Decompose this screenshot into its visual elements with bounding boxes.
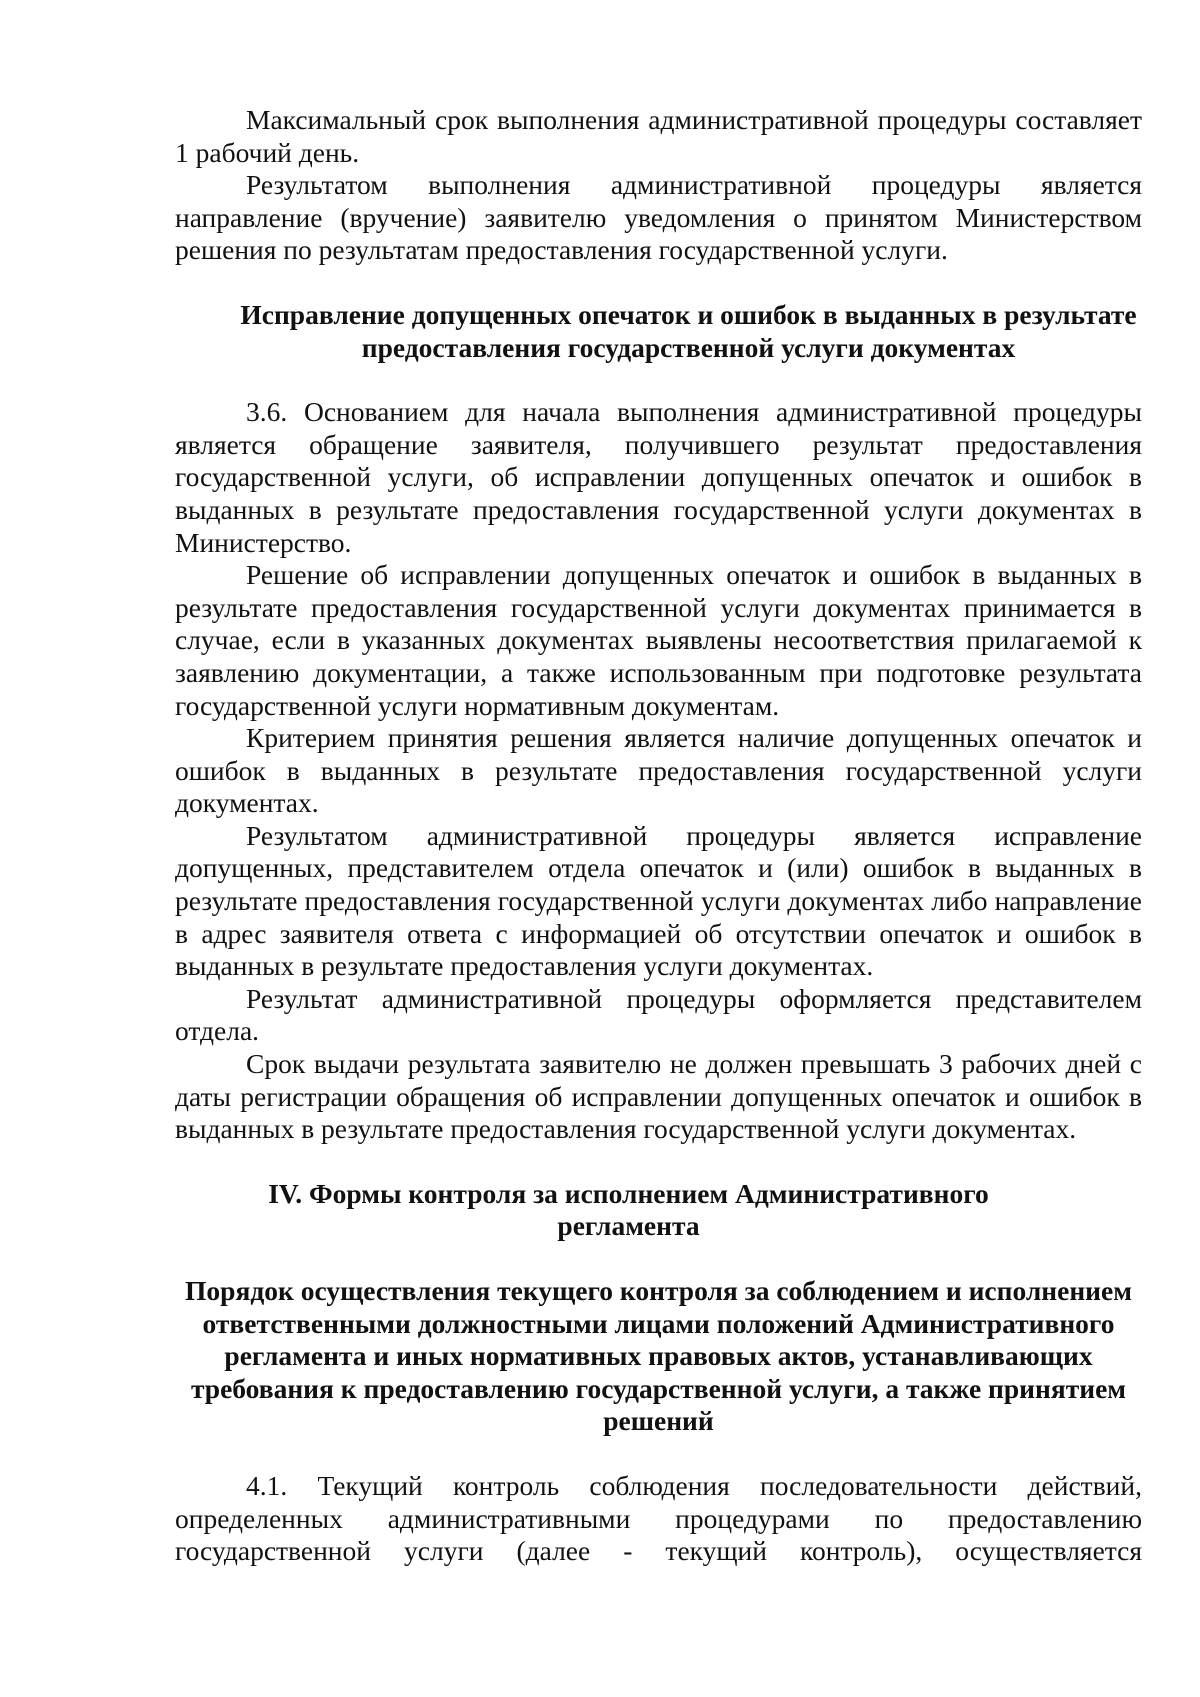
paragraph-issue-term: Срок выдачи результата заявителю не должен превышать 3 рабочих дней с даты регистрации обращения об исправлении допущенных опечаток и ошибок в выданных в результате предоставления государственной услуги документах.: [175, 1048, 1142, 1145]
paragraph-max-term: Максимальный срок выполнения административной процедуры составляет 1 рабочий день.: [175, 104, 1142, 168]
paragraph-4-1: 4.1. Текущий контроль соблюдения последовательности действий, определенных административными процедурами по предоставлению государственной услуги (далее - текущий контроль), осуществляется: [175, 1469, 1142, 1567]
paragraph-3-6-basis: 3.6. Основанием для начала выполнения административной процедуры является обращение заявителя, получившего результат предоставления государственной услуги, об исправлении допущенных опечаток и ошибок в выданных в результате предоставления государственной услуги документах в Министерство.: [175, 396, 1142, 558]
paragraph-correction-decision: Решение об исправлении допущенных опечаток и ошибок в выданных в результате предоставления государственной услуги документах принимается в случае, если в указанных документах выявлены несоответствия прилагаемой к заявлению документации, а также использованным при подготовке результата государственной услуги нормативным документам.: [175, 559, 1142, 721]
paragraph-decision-criterion: Критерием принятия решения является наличие допущенных опечаток и ошибок в выданных в результате предоставления государственной услуги документах.: [175, 722, 1142, 819]
heading-current-control: Порядок осуществления текущего контроля за соблюдением и исполнением ответственными должностными лицами положений Административного регламента и иных нормативных правовых актов, устанавливающих требования к предоставлению государственной услуги, а также принятием решений: [185, 1275, 1132, 1437]
document-page: [175, 104, 1142, 1568]
heading-section-iv: IV. Формы контроля за исполнением Административного регламента: [268, 1177, 989, 1242]
paragraph-procedure-result: Результатом выполнения административной процедуры является направление (вручение) заявителю уведомления о принятом Министерством решения по результатам предоставления государственной услуги.: [175, 169, 1142, 266]
heading-current-control-wrap: [175, 1275, 1142, 1438]
paragraph-correction-result: Результатом административной процедуры является исправление допущенных, представителем отдела опечаток и (или) ошибок в выданных в результате предоставления государственной услуги документах либо направление в адрес заявителя ответа с информацией об отсутствии опечаток и ошибок в выданных в результате предоставления услуги документах.: [175, 819, 1142, 982]
heading-section-iv-wrap: [175, 1178, 1142, 1243]
heading-corrections: Исправление допущенных опечаток и ошибок в выданных в результате предоставления государственной услуги документах: [240, 298, 1137, 363]
paragraph-result-formalization: Результат административной процедуры оформляется представителем отдела.: [175, 982, 1142, 1047]
heading-corrections-wrap: [175, 299, 1142, 364]
